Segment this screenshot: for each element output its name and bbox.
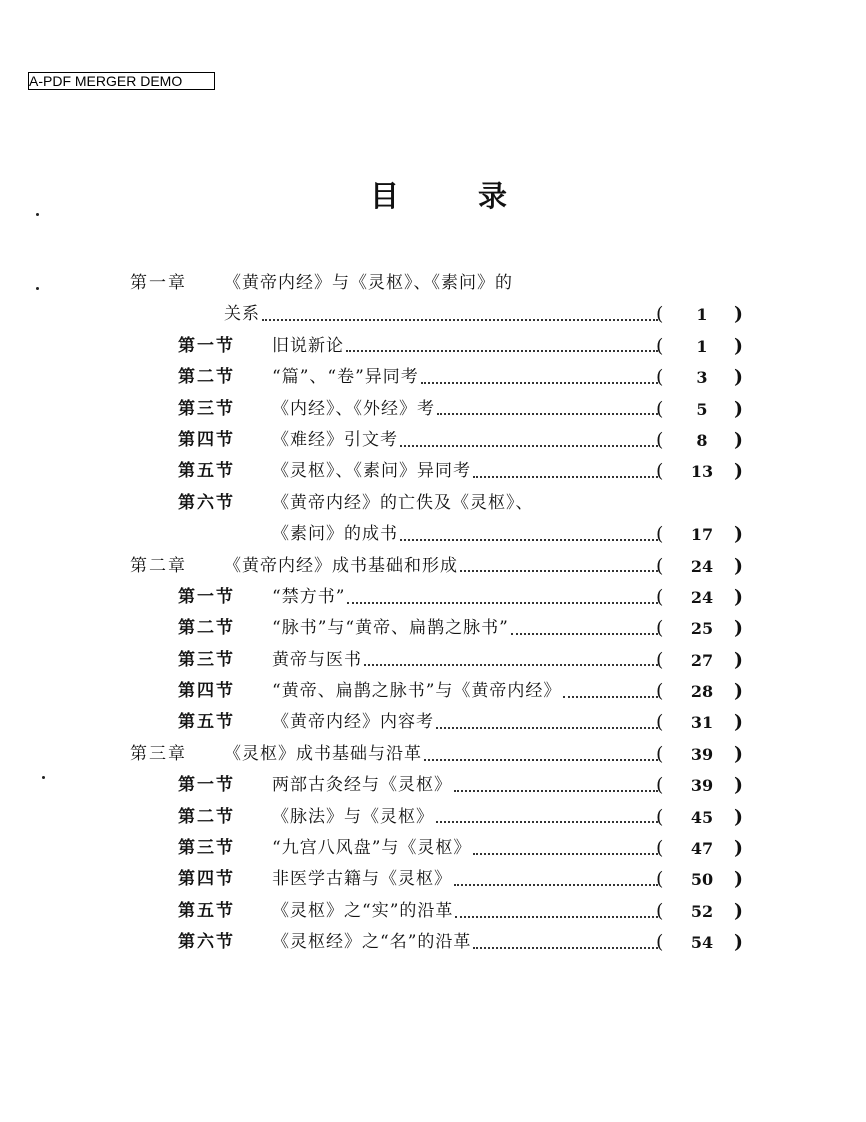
entry-title-text: “九宫八风盘”与《灵枢》: [272, 838, 472, 859]
dot-leader: [473, 947, 658, 949]
toc-section-entry[interactable]: [0, 707, 866, 738]
paren-close: ): [734, 711, 743, 734]
entry-title-text: 《内经》、《外经》考: [272, 398, 435, 419]
dot-leader: [454, 790, 658, 792]
paren-open: (: [656, 523, 664, 546]
section-label: 第三节: [178, 398, 235, 419]
toc-section-entry[interactable]: [0, 802, 866, 833]
section-label: 第一节: [178, 775, 235, 796]
table-of-contents: [0, 268, 866, 959]
section-title: [272, 582, 660, 613]
entry-title-text: 非医学古籍与《灵枢》: [272, 869, 452, 890]
toc-section-entry[interactable]: [0, 864, 866, 895]
section-title: [272, 864, 660, 895]
paren-open: (: [656, 648, 664, 671]
entry-title-text: 《灵枢经》之“名”的沿革: [272, 932, 472, 953]
dot-leader: [421, 382, 658, 384]
dot-leader: [262, 319, 658, 321]
paren-close: ): [734, 523, 743, 546]
dot-leader: [364, 664, 658, 666]
toc-section-entry[interactable]: [0, 833, 866, 864]
toc-section-entry[interactable]: [0, 676, 866, 707]
entry-title-text: 《黄帝内经》的亡佚及《灵枢》、: [272, 492, 534, 513]
entry-title-text: “篇”、“卷”异同考: [272, 367, 419, 388]
paren-open: (: [656, 899, 664, 922]
dot-leader: [455, 916, 658, 918]
toc-section-entry[interactable]: [0, 645, 866, 676]
entry-title-text: 两部古灸经与《灵枢》: [272, 775, 452, 796]
paren-open: (: [656, 711, 664, 734]
chapter-title-continued: [224, 299, 660, 330]
toc-section-entry[interactable]: [0, 613, 866, 644]
section-label: 第三节: [178, 838, 235, 859]
paren-close: ): [734, 585, 743, 608]
section-label: 第二节: [178, 618, 235, 639]
section-title: [272, 833, 660, 864]
chapter-title: [224, 739, 660, 770]
paren-open: (: [656, 303, 664, 326]
paren-close: ): [734, 366, 743, 389]
paren-close: ): [734, 460, 743, 483]
toc-entry-continuation[interactable]: [0, 299, 866, 330]
paren-open: (: [656, 617, 664, 640]
toc-chapter-entry[interactable]: [0, 268, 866, 299]
dot-leader: [473, 476, 658, 478]
paren-close: ): [734, 303, 743, 326]
page-number: 8: [696, 430, 708, 450]
entry-title-text: “黄帝、扁鹊之脉书”与《黄帝内经》: [272, 681, 562, 702]
dot-leader: [454, 884, 658, 886]
section-label: 第二节: [178, 367, 235, 388]
chapter-label: 第三章: [130, 743, 187, 764]
watermark-demo-label: A-PDF MERGER DEMO: [28, 72, 215, 90]
chapter-title: [224, 268, 660, 299]
page-number: 24: [690, 556, 714, 576]
paren-close: ): [734, 868, 743, 891]
paren-open: (: [656, 554, 664, 577]
page-number: 50: [690, 870, 714, 890]
toc-section-entry[interactable]: [0, 488, 866, 519]
paren-open: (: [656, 460, 664, 483]
paren-open: (: [656, 334, 664, 357]
paren-close: ): [734, 554, 743, 577]
entry-title-text: “脉书”与“黄帝、扁鹊之脉书”: [272, 618, 509, 639]
page-number: 25: [690, 619, 714, 639]
section-title: [272, 927, 660, 958]
section-label: 第五节: [178, 712, 235, 733]
page-number: 39: [690, 744, 714, 764]
dot-leader: [436, 727, 658, 729]
toc-section-entry[interactable]: [0, 362, 866, 393]
paren-close: ): [734, 805, 743, 828]
paren-close: ): [734, 774, 743, 797]
page-number: 3: [696, 368, 708, 388]
entry-title-text: 《灵枢》、《素问》异同考: [272, 461, 471, 482]
section-title: [272, 802, 660, 833]
entry-title-text: 《难经》引文考: [272, 429, 398, 450]
section-title: [272, 645, 660, 676]
page-title: [0, 176, 866, 216]
section-label: 第六节: [178, 932, 235, 953]
paren-open: (: [656, 585, 664, 608]
section-label: 第三节: [178, 649, 235, 670]
chapter-title: [224, 551, 660, 582]
dot-leader: [563, 696, 658, 698]
paren-open: (: [656, 774, 664, 797]
paren-open: (: [656, 868, 664, 891]
section-title-continued: [272, 519, 660, 550]
entry-title-text: “禁方书”: [272, 586, 346, 607]
entry-title-text: 《灵枢》之“实”的沿革: [272, 900, 454, 921]
section-label: 第五节: [178, 461, 235, 482]
dot-leader: [437, 413, 658, 415]
page-number: 39: [690, 776, 714, 796]
section-title: [272, 676, 660, 707]
paren-close: ): [734, 648, 743, 671]
toc-section-entry[interactable]: [0, 770, 866, 801]
paren-close: ): [734, 680, 743, 703]
page-number: 5: [696, 399, 708, 419]
page-title-char: 录: [478, 179, 508, 213]
paren-close: ): [734, 617, 743, 640]
entry-title-text: 《脉法》与《灵枢》: [272, 806, 434, 827]
paren-open: (: [656, 680, 664, 703]
toc-section-entry[interactable]: [0, 456, 866, 487]
dot-leader: [473, 853, 658, 855]
page-number: 1: [696, 336, 708, 356]
dot-leader: [424, 759, 658, 761]
paren-open: (: [656, 428, 664, 451]
section-title: [272, 896, 660, 927]
page-number: 13: [690, 462, 714, 482]
section-title: [272, 613, 660, 644]
entry-title-text: 关系: [224, 304, 260, 325]
paren-open: (: [656, 366, 664, 389]
section-label: 第四节: [178, 681, 235, 702]
toc-section-entry[interactable]: [0, 927, 866, 958]
toc-section-entry[interactable]: [0, 425, 866, 456]
chapter-label: 第二章: [130, 555, 187, 576]
entry-title-text: 《素问》的成书: [272, 524, 398, 545]
toc-section-entry[interactable]: [0, 394, 866, 425]
entry-title-text: 《黄帝内经》成书基础和形成: [224, 555, 458, 576]
entry-title-text: 黄帝与医书: [272, 649, 362, 670]
paren-open: (: [656, 837, 664, 860]
scan-speck: [42, 776, 45, 779]
chapter-label: 第一章: [130, 273, 187, 293]
page-title-char: 目: [370, 179, 400, 213]
page-number: 47: [690, 839, 714, 859]
page-number: 1: [696, 305, 708, 325]
page-number: 54: [690, 933, 714, 953]
section-title: [272, 362, 660, 393]
paren-close: ): [734, 837, 743, 860]
page-number: 24: [690, 587, 714, 607]
paren-open: (: [656, 931, 664, 954]
toc-entry-continuation[interactable]: [0, 519, 866, 550]
dot-leader: [400, 445, 658, 447]
section-title: [272, 488, 660, 519]
section-label: 第一节: [178, 335, 235, 356]
toc-section-entry[interactable]: [0, 582, 866, 613]
section-title: [272, 456, 660, 487]
scan-speck: [36, 213, 39, 216]
entry-title-text: 《黄帝内经》内容考: [272, 712, 434, 733]
dot-leader: [511, 633, 658, 635]
dot-leader: [347, 602, 658, 604]
paren-close: ): [734, 397, 743, 420]
page-number: 28: [690, 682, 714, 702]
dot-leader: [400, 539, 658, 541]
section-title: [272, 331, 660, 362]
paren-close: ): [734, 428, 743, 451]
paren-close: ): [734, 742, 743, 765]
page-number: 27: [690, 650, 714, 670]
paren-close: ): [734, 931, 743, 954]
paren-close: ): [734, 334, 743, 357]
section-label: 第四节: [178, 429, 235, 450]
dot-leader: [436, 821, 658, 823]
section-label: 第一节: [178, 586, 235, 607]
entry-title-text: 旧说新论: [272, 335, 344, 356]
section-title: [272, 425, 660, 456]
page-number: 17: [690, 525, 714, 545]
entry-title-text: 《灵枢》成书基础与沿革: [224, 743, 422, 764]
paren-open: (: [656, 397, 664, 420]
section-label: 第四节: [178, 869, 235, 890]
section-label: 第五节: [178, 900, 235, 921]
paren-close: ): [734, 899, 743, 922]
page-number: 45: [690, 807, 714, 827]
dot-leader: [460, 570, 658, 572]
page-number: 31: [690, 713, 714, 733]
section-title: [272, 770, 660, 801]
toc-section-entry[interactable]: [0, 896, 866, 927]
section-label: 第二节: [178, 806, 235, 827]
scan-speck: [36, 287, 39, 290]
dot-leader: [346, 350, 658, 352]
toc-section-entry[interactable]: [0, 331, 866, 362]
toc-chapter-entry[interactable]: [0, 551, 866, 582]
section-title: [272, 394, 660, 425]
entry-title-text: 《黄帝内经》与《灵枢》、《素问》的: [224, 273, 513, 293]
paren-open: (: [656, 805, 664, 828]
section-label: 第六节: [178, 492, 235, 513]
page-number: 52: [690, 901, 714, 921]
toc-chapter-entry[interactable]: [0, 739, 866, 770]
section-title: [272, 707, 660, 738]
paren-open: (: [656, 742, 664, 765]
